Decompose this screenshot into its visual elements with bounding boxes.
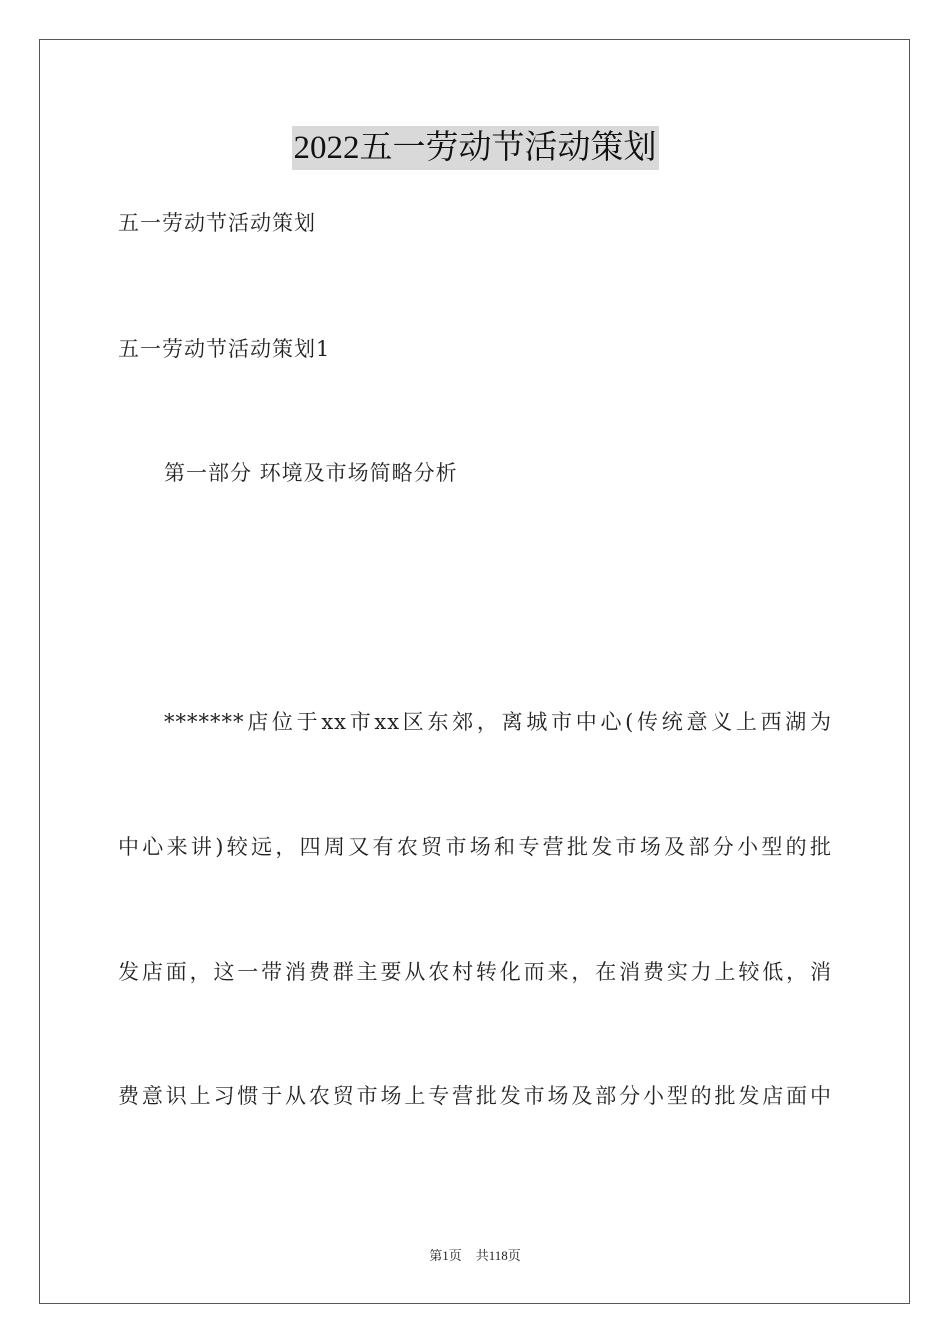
document-title <box>0 126 950 170</box>
page-footer <box>0 1247 950 1265</box>
document-title-text: 2022五一劳动节活动策划 <box>292 126 659 170</box>
page-total: 共118页 <box>475 1248 521 1263</box>
body-line: 中心来讲)较远，四周又有农贸市场和专营批发市场及部分小型的批 <box>118 835 832 859</box>
part-heading: 第一部分 环境及市场简略分析 <box>164 461 458 485</box>
section-heading: 五一劳动节活动策划1 <box>118 337 331 361</box>
page-number: 第1页 <box>429 1248 462 1263</box>
body-line: *******店位于xx市xx区东郊，离城市中心(传统意义上西湖为 <box>164 710 832 734</box>
body-line: 费意识上习惯于从农贸市场上专营批发市场及部分小型的批发店面中 <box>118 1084 832 1108</box>
body-line: 发店面，这一带消费群主要从农村转化而来，在消费实力上较低，消 <box>118 960 832 984</box>
document-subtitle: 五一劳动节活动策划 <box>118 211 316 235</box>
